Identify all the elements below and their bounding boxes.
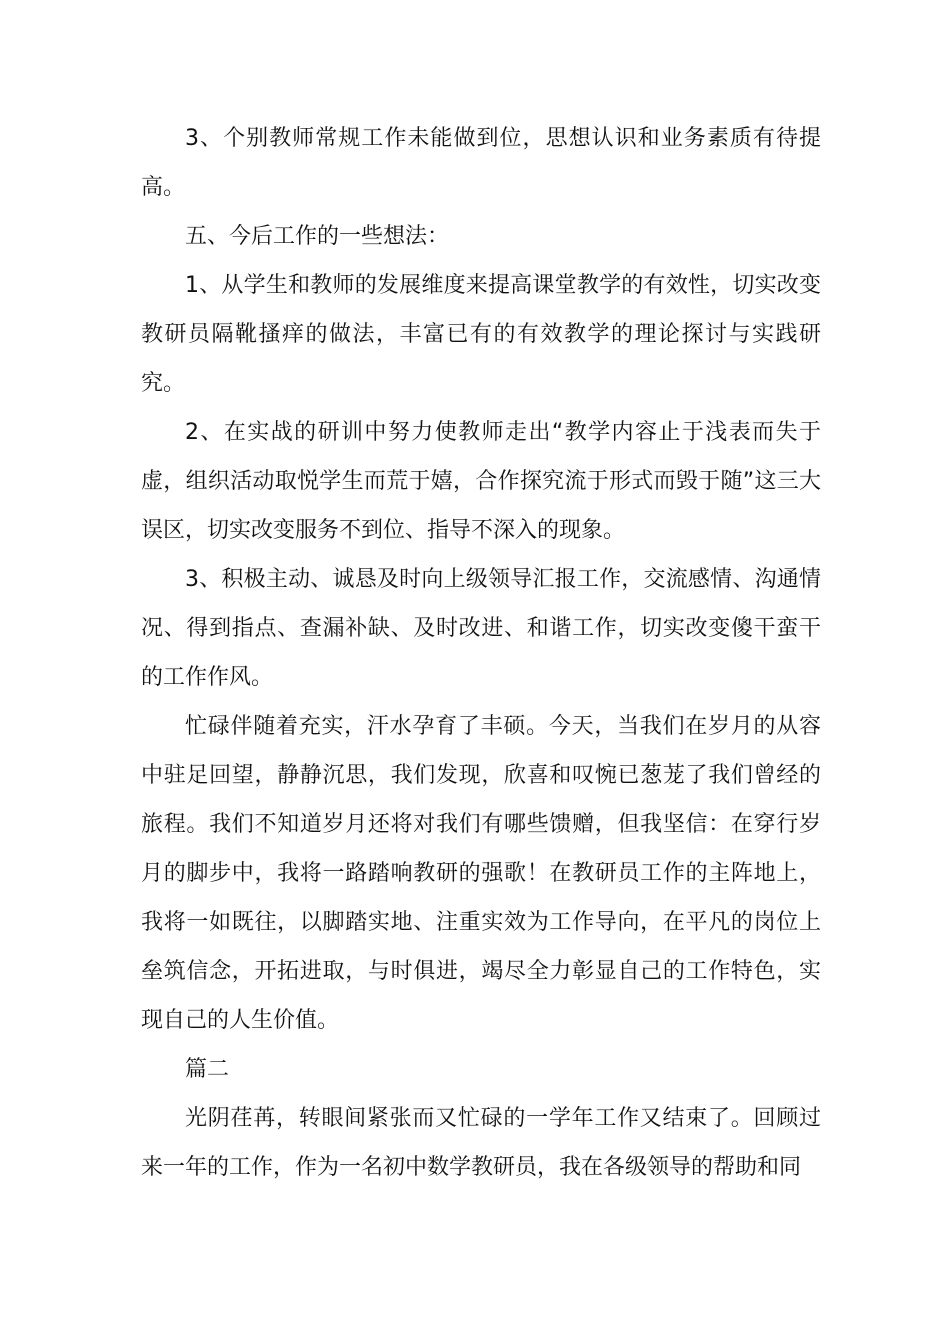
section-heading-part-two: 篇二 xyxy=(185,1057,230,1082)
paragraph-conclusion: 忙碌伴随着充实，汗水孕育了丰硕。今天，当我们在岁月的从容中驻足回望，静静沉思，我们发现，欣喜和叹惋已葱茏了我们曾经的旅程。我们不知道岁月还将对我们有哪些馈赠，但我坚信：在穿行岁月的脚步中，我将一路踏响教研的强歌！在教研员工作的主阵地上，我将一如既往，以脚踏实地、注重实效为工作导向，在平凡的岗位上垒筑信念，开拓进取，与时俱进，竭尽全力彰显自己的工作特色，实现自己的人生价值。 xyxy=(141,714,821,1033)
section-heading-future-ideas: 五、今后工作的一些想法： xyxy=(185,224,450,249)
document-body xyxy=(141,114,821,1192)
paragraph-problem-3: 3、个别教师常规工作未能做到位，思想认识和业务素质有待提高。 xyxy=(141,126,821,200)
paragraph-idea-2: 2、在实战的研训中努力使教师走出“教学内容止于浅表而失于虚，组织活动取悦学生而荒于嬉，合作探究流于形式而毁于随”这三大误区，切实改变服务不到位、指导不深入的现象。 xyxy=(141,420,821,543)
paragraph-idea-1: 1、从学生和教师的发展维度来提高课堂教学的有效性，切实改变教研员隔靴搔痒的做法，丰富已有的有效教学的理论探讨与实践研究。 xyxy=(141,273,821,396)
paragraph-idea-3: 3、积极主动、诚恳及时向上级领导汇报工作，交流感情、沟通情况、得到指点、查漏补缺、及时改进、和谐工作，切实改变傻干蛮干的工作作风。 xyxy=(141,567,821,690)
paragraph-part-two-intro: 光阴荏苒，转眼间紧张而又忙碌的一学年工作又结束了。回顾过来一年的工作，作为一名初中数学教研员，我在各级领导的帮助和同 xyxy=(141,1106,821,1180)
